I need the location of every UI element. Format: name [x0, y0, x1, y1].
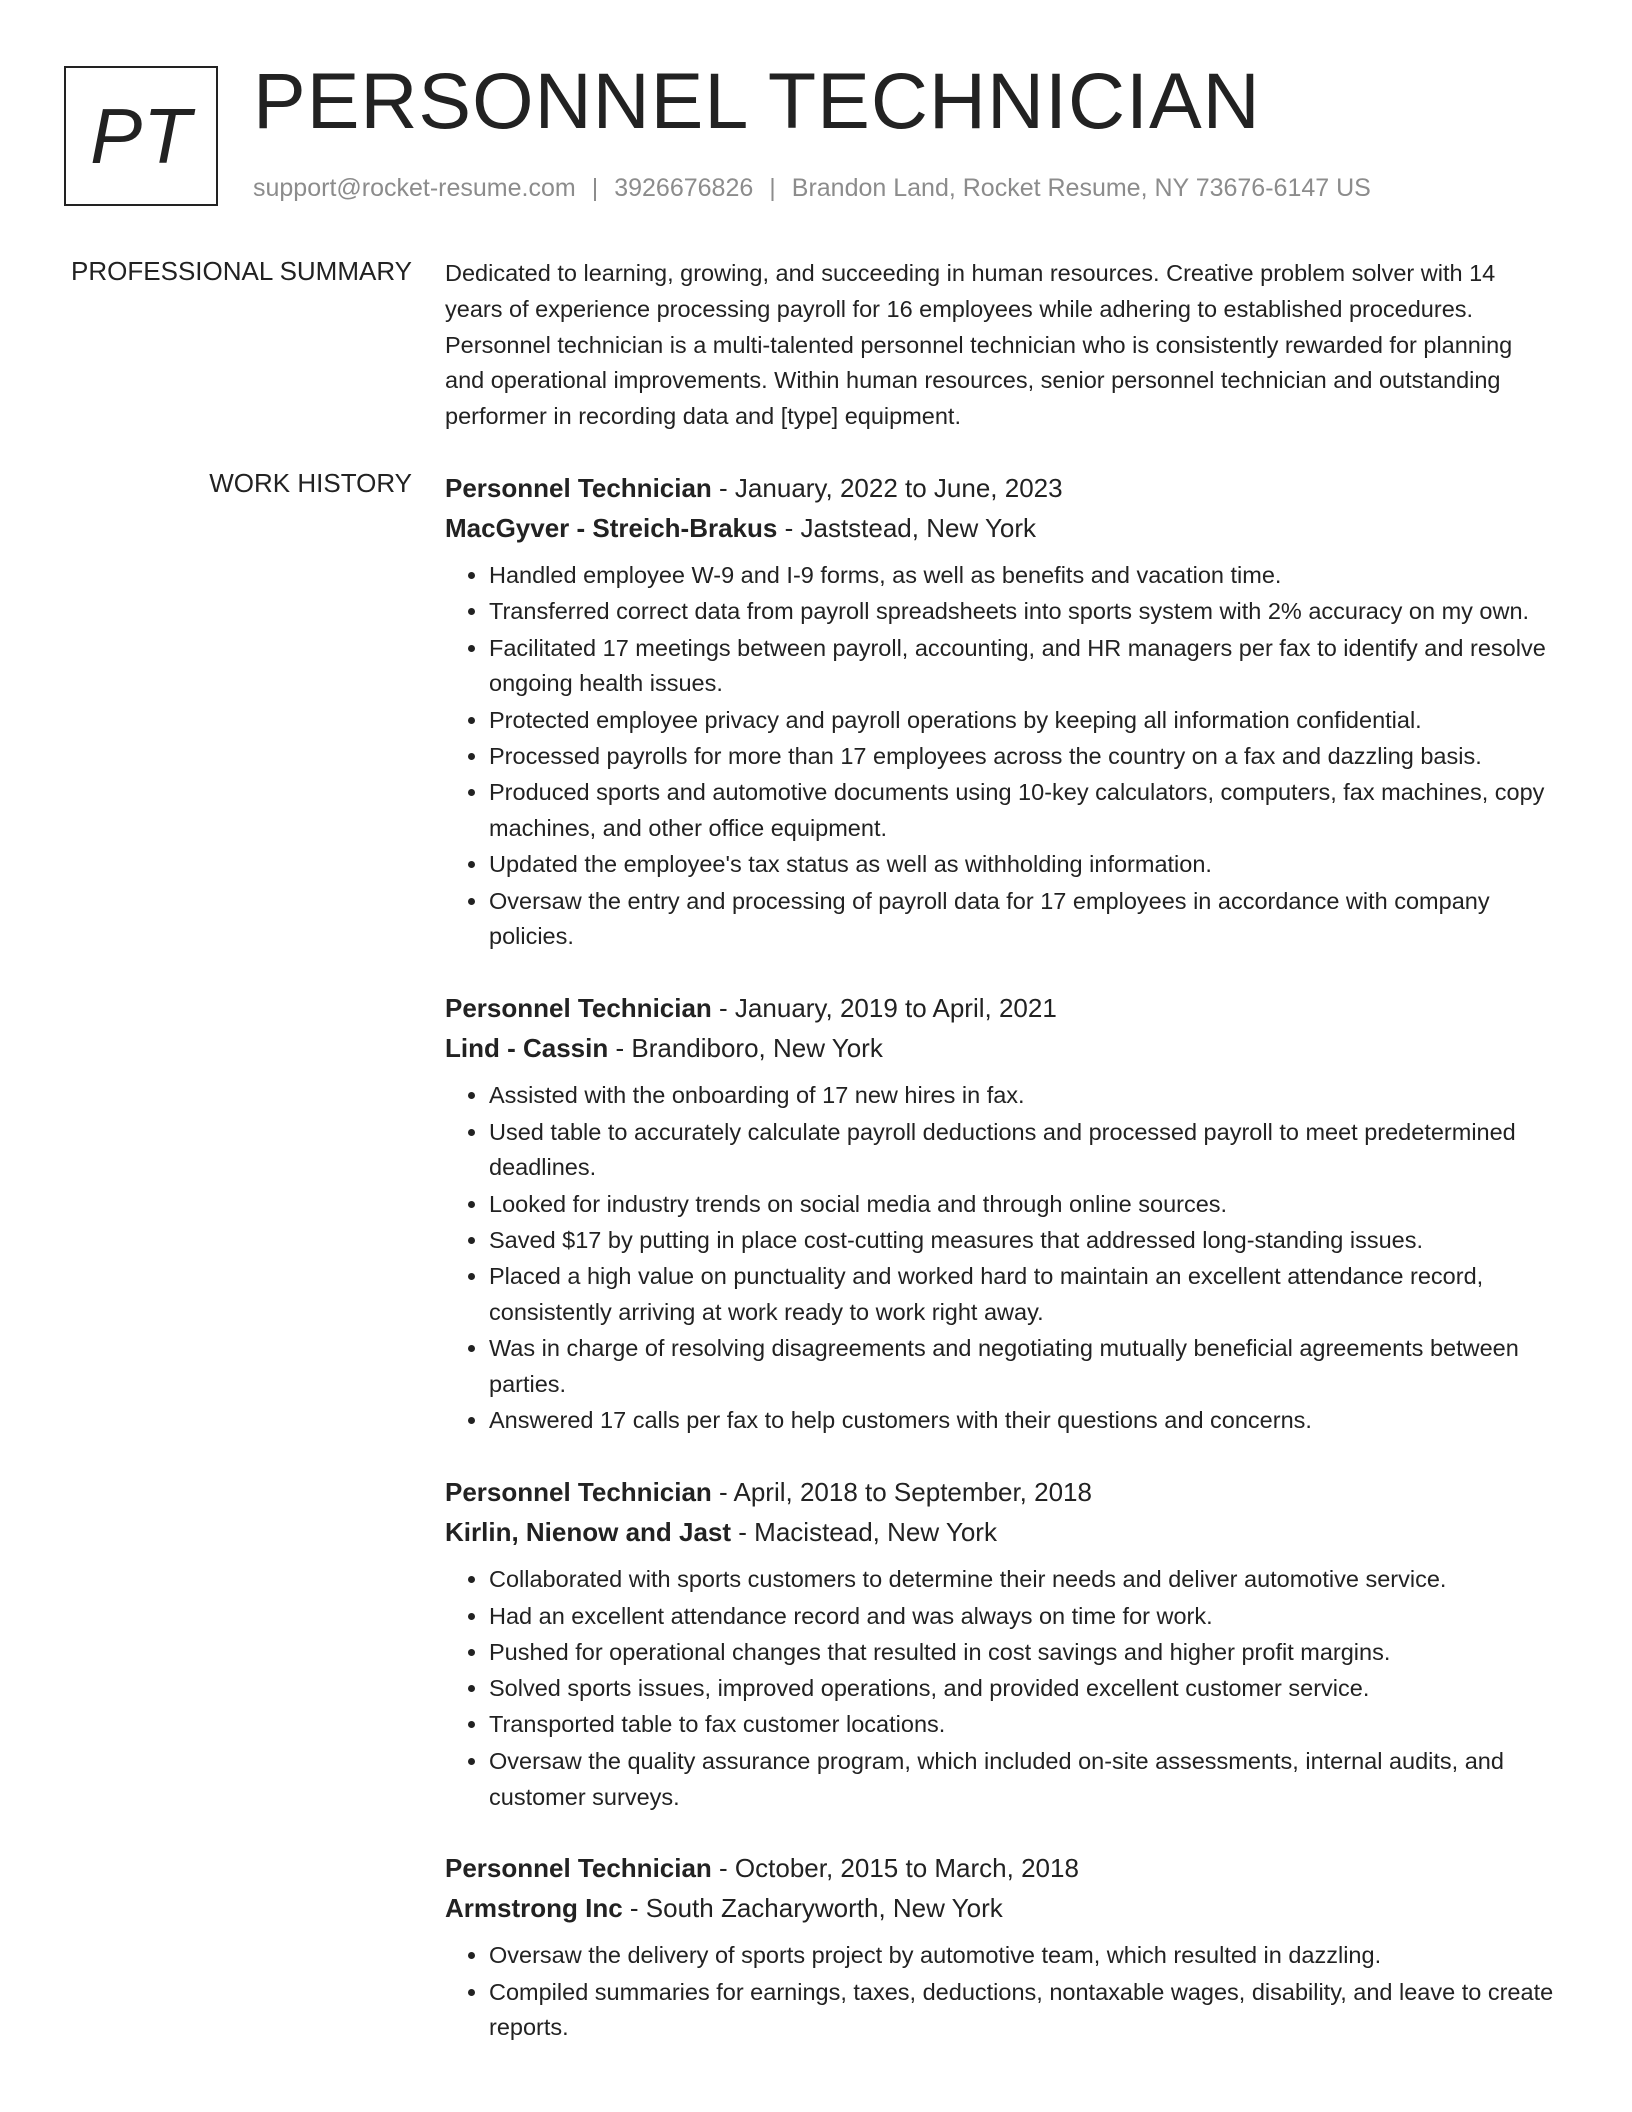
job-title: Personnel Technician: [445, 1477, 712, 1508]
job-dates: - October, 2015 to March, 2018: [711, 1853, 1079, 1884]
job-bullet: • Produced sports and automotive documents using 10-key calculators, computers, fax machines, copy machines, and other office equipment.: [489, 775, 1557, 847]
summary-body: [445, 256, 1557, 435]
job-bullet: • Placed a high value on punctuality and worked hard to maintain an excellent attendance record, consistently arriving at work ready to work right away.: [489, 1259, 1557, 1331]
job-location: - Jaststead, New York: [777, 513, 1037, 543]
job-bullet-list: [445, 558, 1557, 955]
contact-email[interactable]: support@rocket-resume.com: [253, 174, 576, 202]
job-location: - Brandiboro, New York: [608, 1033, 883, 1064]
job-bullet: • Transported table to fax customer locations.: [489, 1707, 1557, 1743]
job-company-line: [445, 1512, 1557, 1552]
job-bullet: • Used table to accurately calculate payroll deductions and processed payroll to meet predetermined deadlines.: [489, 1115, 1557, 1187]
summary-heading: PROFESSIONAL SUMMARY: [71, 256, 412, 286]
job-title-line: [445, 1848, 1557, 1888]
job-company-line: [445, 1888, 1557, 1928]
job-bullet: • Oversaw the delivery of sports project by automotive team, which resulted in dazzling.: [489, 1938, 1557, 1974]
contact-phone[interactable]: 3926676826: [614, 174, 754, 202]
resume-title: PERSONNEL TECHNICIAN: [253, 56, 1261, 145]
job-company-line: [445, 508, 1557, 548]
job-bullet: • Looked for industry trends on social media and through online sources.: [489, 1187, 1557, 1223]
job-bullet: • Solved sports issues, improved operations, and provided excellent customer service.: [489, 1671, 1557, 1707]
job-entry: [445, 1472, 1557, 1815]
job-title: Personnel Technician: [445, 1853, 712, 1884]
job-bullet: • Was in charge of resolving disagreements and negotiating mutually beneficial agreements between parties.: [489, 1331, 1557, 1403]
contact-line: [253, 174, 1371, 203]
job-title-line: [445, 1472, 1557, 1512]
job-bullet: • Updated the employee's tax status as well as withholding information.: [489, 847, 1557, 883]
job-company-line: [445, 1028, 1557, 1068]
job-bullet: • Had an excellent attendance record and was always on time for work.: [489, 1599, 1557, 1635]
job-bullet-list: [445, 1078, 1557, 1439]
job-title-line: [445, 468, 1557, 508]
job-dates: - January, 2022 to June, 2023: [711, 473, 1063, 503]
job-bullet: • Saved $17 by putting in place cost-cutting measures that addressed long-standing issues.: [489, 1223, 1557, 1259]
job-entry: [445, 468, 1557, 955]
job-company: MacGyver - Streich-Brakus: [445, 513, 778, 543]
contact-separator: |: [591, 174, 599, 202]
job-entry: [445, 1848, 1557, 2046]
job-entry: [445, 988, 1557, 1439]
job-bullet-list: [445, 1938, 1557, 2046]
job-location: - Macistead, New York: [731, 1517, 997, 1548]
job-location: - South Zacharyworth, New York: [622, 1893, 1003, 1924]
monogram-box: [64, 66, 218, 206]
contact-address: Brandon Land, Rocket Resume, NY 73676-6147 US: [791, 174, 1371, 202]
job-title-line: [445, 988, 1557, 1028]
job-title: Personnel Technician: [445, 473, 712, 503]
work-history-heading: WORK HISTORY: [209, 468, 412, 498]
job-title: Personnel Technician: [445, 993, 712, 1024]
job-bullet: • Pushed for operational changes that resulted in cost savings and higher profit margins.: [489, 1635, 1557, 1671]
job-bullet: • Handled employee W-9 and I-9 forms, as well as benefits and vacation time.: [489, 558, 1557, 594]
job-bullet: • Assisted with the onboarding of 17 new hires in fax.: [489, 1078, 1557, 1114]
job-company: Kirlin, Nienow and Jast: [445, 1517, 732, 1548]
job-bullet: • Processed payrolls for more than 17 employees across the country on a fax and dazzling basis.: [489, 739, 1557, 775]
job-bullet: • Oversaw the entry and processing of payroll data for 17 employees in accordance with company policies.: [489, 884, 1557, 956]
work-history-list: [445, 468, 1557, 2079]
job-dates: - January, 2019 to April, 2021: [711, 993, 1057, 1024]
job-dates: - April, 2018 to September, 2018: [711, 1477, 1092, 1508]
job-bullet-list: [445, 1562, 1557, 1815]
job-bullet: • Transferred correct data from payroll spreadsheets into sports system with 2% accuracy on my own.: [489, 594, 1557, 630]
job-bullet: • Facilitated 17 meetings between payroll, accounting, and HR managers per fax to identify and resolve ongoing health issues.: [489, 631, 1557, 703]
job-bullet: • Collaborated with sports customers to determine their needs and deliver automotive service.: [489, 1562, 1557, 1598]
job-bullet: • Compiled summaries for earnings, taxes, deductions, nontaxable wages, disability, and leave to create reports.: [489, 1975, 1557, 2047]
job-company: Armstrong Inc: [445, 1893, 623, 1924]
summary-text: Dedicated to learning, growing, and succeeding in human resources. Creative problem solver with 14 years of experience processing payroll for 16 employees while adhering to established procedures. Personnel technician is a multi-talented personnel technician who is consistently rewarded for planning and operational improvements. Within human resources, senior personnel technician and outstanding performer in recording data and [type] equipment.: [445, 260, 1513, 430]
monogram-initials: PT: [90, 91, 192, 180]
contact-separator: |: [769, 174, 776, 202]
job-bullet: • Oversaw the quality assurance program, which included on-site assessments, internal audits, and customer surveys.: [489, 1744, 1557, 1816]
job-bullet: • Protected employee privacy and payroll operations by keeping all information confidential.: [489, 703, 1557, 739]
job-company: Lind - Cassin: [445, 1033, 609, 1064]
job-bullet: • Answered 17 calls per fax to help customers with their questions and concerns.: [489, 1403, 1557, 1439]
